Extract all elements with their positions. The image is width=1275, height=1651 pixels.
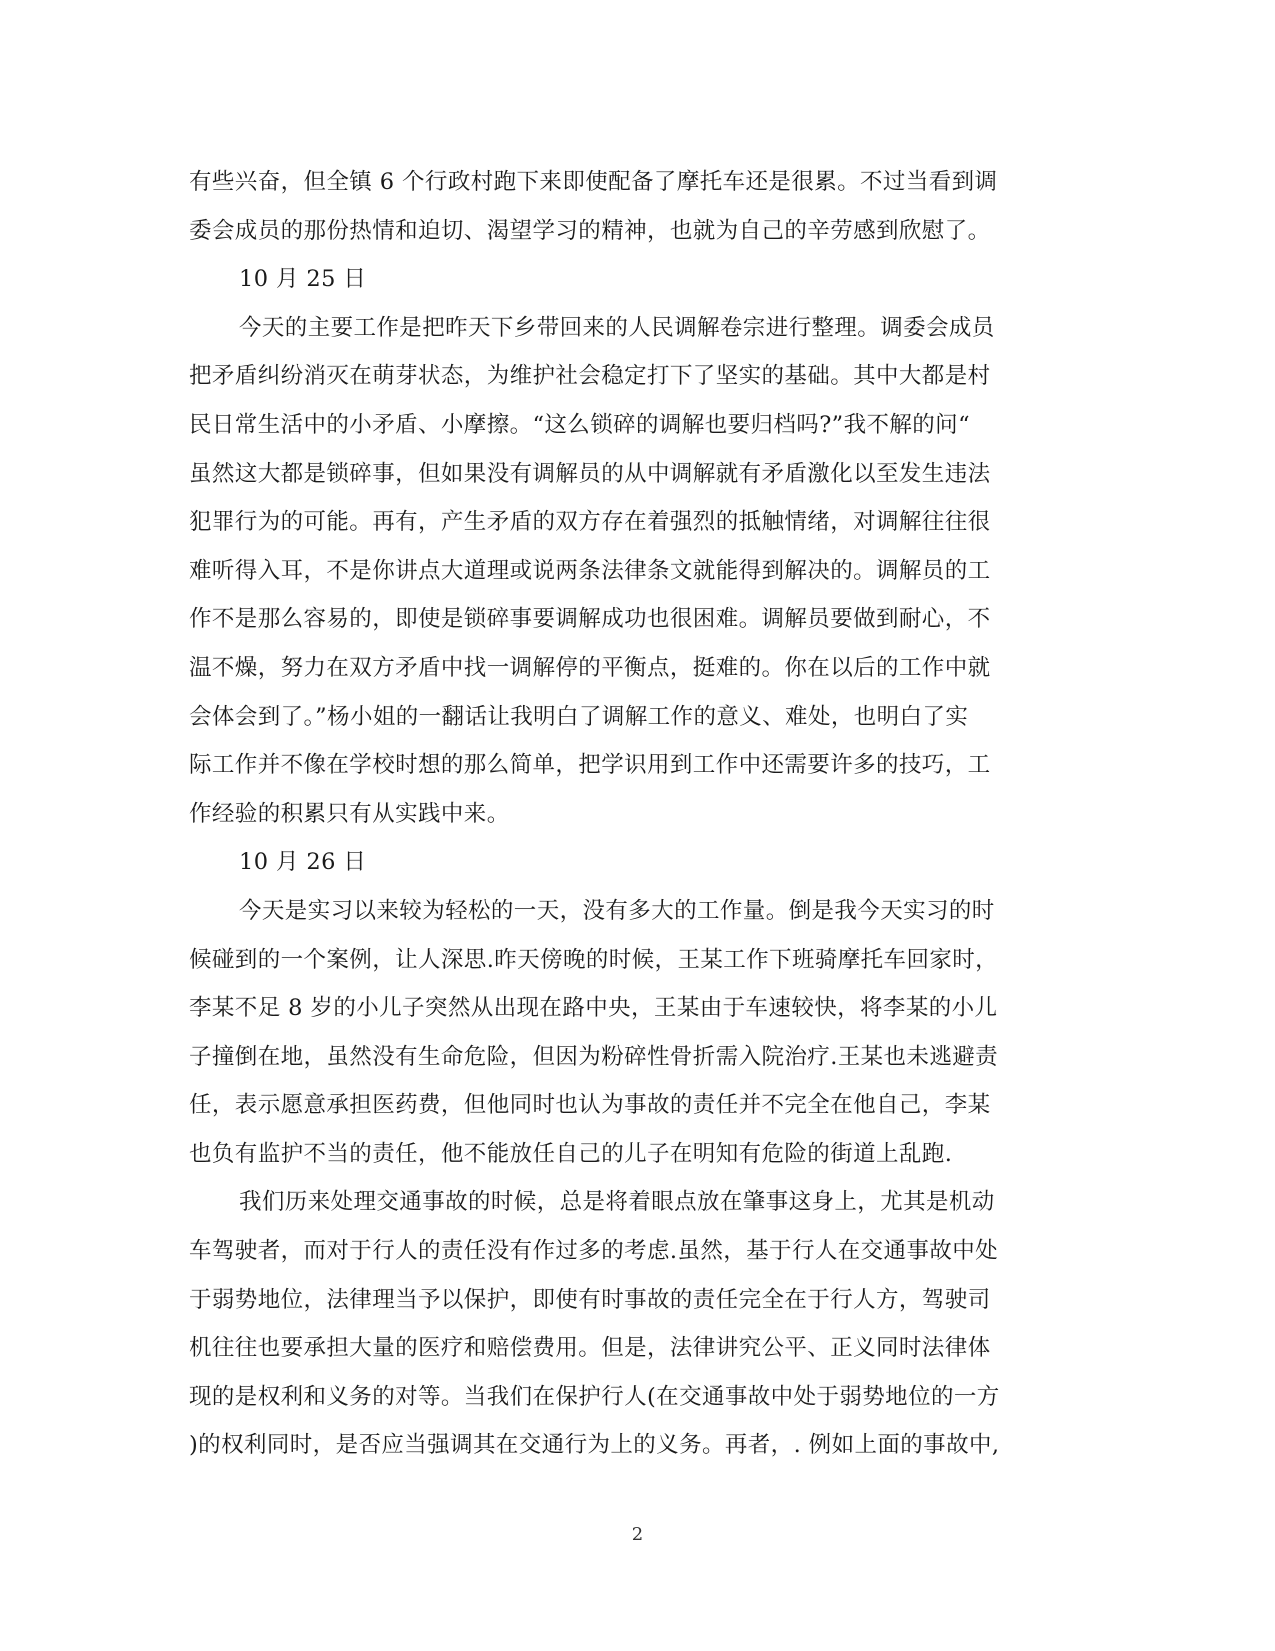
text-line: 任，表示愿意承担医药费，但他同时也认为事故的责任并不完全在他自己，李某 <box>189 1092 991 1119</box>
text-line: 际工作并不像在学校时想的那么简单，把学识用到工作中还需要许多的技巧，工 <box>189 752 991 779</box>
text-line: 会体会到了。”杨小姐的一翻话让我明白了调解工作的意义、难处，也明白了实 <box>189 703 969 730</box>
document-body <box>189 158 1079 1470</box>
text-line: 子撞倒在地，虽然没有生命危险，但因为粉碎性骨折需入院治疗.王某也未逃避责 <box>189 1043 999 1070</box>
text-line: 作不是那么容易的，即使是锁碎事要调解成功也很困难。调解员要做到耐心，不 <box>189 606 991 633</box>
text-line: 10 月 25 日 <box>239 266 367 293</box>
page-number: 2 <box>631 1524 644 1545</box>
text-line: 现的是权利和义务的对等。当我们在保护行人(在交通事故中处于弱势地位的一方 <box>189 1383 1000 1410</box>
text-line: 李某不足 8 岁的小儿子突然从出现在路中央，王某由于车速较快，将李某的小儿 <box>189 995 998 1022</box>
text-line: 把矛盾纠纷消灭在萌芽状态，为维护社会稳定打下了坚实的基础。其中大都是村 <box>189 363 991 390</box>
text-line: 车驾驶者，而对于行人的责任没有作过多的考虑.虽然，基于行人在交通事故中处 <box>189 1238 999 1265</box>
text-line: 机往往也要承担大量的医疗和赔偿费用。但是，法律讲究公平、正义同时法律体 <box>189 1335 991 1362</box>
text-line: 也负有监护不当的责任，他不能放任自己的儿子在明知有危险的街道上乱跑. <box>189 1140 953 1167</box>
text-line: 温不燥，努力在双方矛盾中找一调解停的平衡点，挺难的。你在以后的工作中就 <box>189 654 991 681</box>
text-line: 犯罪行为的可能。再有，产生矛盾的双方存在着强烈的抵触情绪，对调解往往很 <box>189 509 991 536</box>
text-line: 于弱势地位，法律理当予以保护，即使有时事故的责任完全在于行人方，驾驶司 <box>189 1286 991 1313</box>
text-line: 10 月 26 日 <box>239 849 367 876</box>
text-line: 今天的主要工作是把昨天下乡带回来的人民调解卷宗进行整理。调委会成员 <box>239 314 995 341</box>
text-line: )的权利同时，是否应当强调其在交通行为上的义务。再者，. 例如上面的事故中, <box>189 1432 1000 1459</box>
text-line: 我们历来处理交通事故的时候，总是将着眼点放在肇事这身上，尤其是机动 <box>239 1189 995 1216</box>
text-line: 委会成员的那份热情和迫切、渴望学习的精神，也就为自己的辛劳感到欣慰了。 <box>189 217 991 244</box>
text-line: 民日常生活中的小矛盾、小摩擦。“这么锁碎的调解也要归档吗?”我不解的问“ <box>189 411 970 438</box>
text-line: 难听得入耳，不是你讲点大道理或说两条法律条文就能得到解决的。调解员的工 <box>189 557 991 584</box>
text-line: 有些兴奋，但全镇 6 个行政村跑下来即使配备了摩托车还是很累。不过当看到调 <box>189 169 998 195</box>
text-line: 今天是实习以来较为轻松的一天，没有多大的工作量。倒是我今天实习的时 <box>239 897 995 924</box>
text-line: 虽然这大都是锁碎事，但如果没有调解员的从中调解就有矛盾激化以至发生违法 <box>189 460 991 487</box>
text-line: 候碰到的一个案例，让人深思.昨天傍晚的时候，王某工作下班骑摩托车回家时， <box>189 946 999 973</box>
text-line: 作经验的积累只有从实践中来。 <box>189 800 510 827</box>
